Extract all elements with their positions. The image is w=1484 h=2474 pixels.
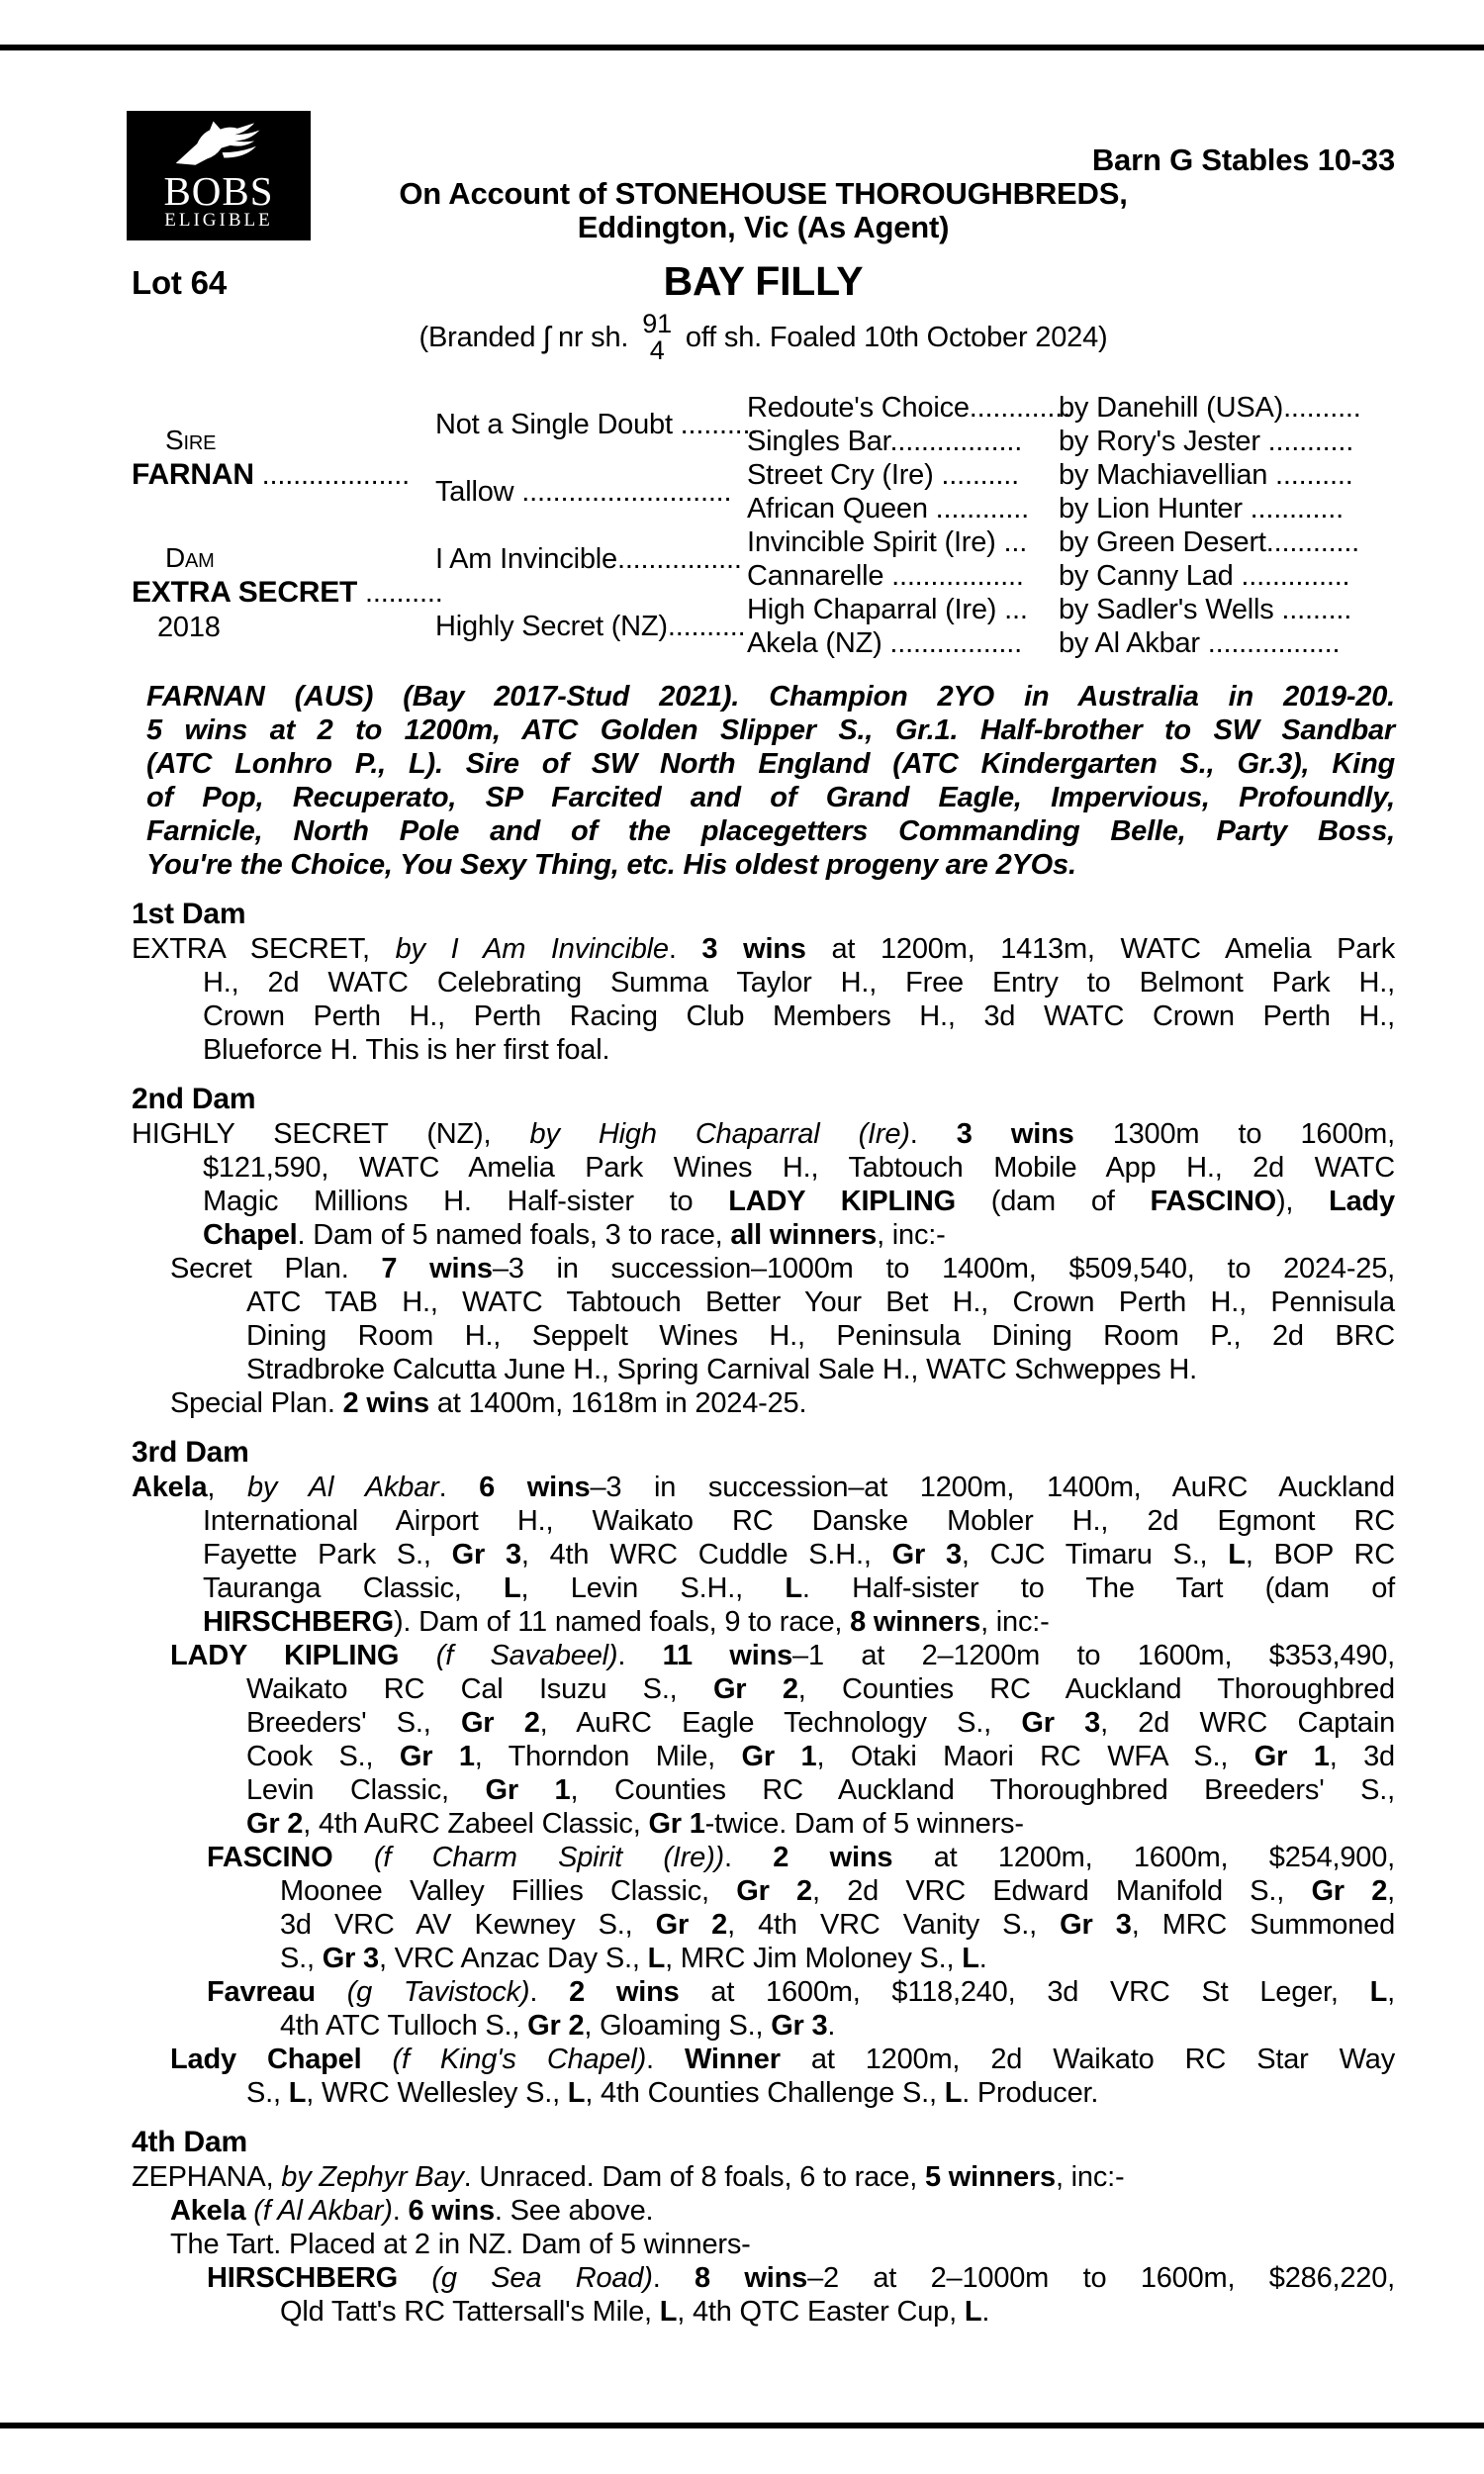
text-segment: Moonee Valley Fillies Classic,: [280, 1875, 737, 1907]
lot-number: Lot 64: [132, 264, 227, 301]
text-segment: L: [1369, 1976, 1388, 2008]
text-segment: Breeders' S.,: [246, 1707, 461, 1739]
brand-number-top: 91: [642, 309, 672, 338]
paragraph-line: [132, 1033, 1395, 1067]
ancestor-name: Redoute's Choice.............: [747, 392, 1070, 424]
text-segment: ZEPHANA,: [132, 2161, 282, 2193]
text-segment: [399, 1640, 435, 1671]
text-segment: ),: [1275, 1186, 1330, 1217]
text-segment: 8 wins: [695, 2262, 808, 2294]
text-segment: Gr 2: [527, 2010, 585, 2042]
text-segment: Gr 2: [1311, 1875, 1388, 1907]
text-segment: $121,590, WATC Amelia Park Wines H., Tabtouch Mobile App H., 2d WATC: [203, 1152, 1395, 1184]
text-segment: Tauranga Classic,: [203, 1572, 505, 1604]
ancestor-name: High Chaparral (Ire) ...: [747, 594, 1028, 625]
text-segment: Magic Millions H. Half-sister to: [203, 1186, 729, 1217]
text-segment: Akela: [170, 2195, 246, 2227]
text-segment: Gr 2: [712, 1673, 798, 1705]
paragraph-line: [132, 1773, 1395, 1807]
text-segment: , VRC Anzac Day S.,: [378, 1943, 648, 1974]
paragraph-line: [132, 966, 1395, 999]
text-segment: .: [392, 2195, 409, 2227]
text-segment: L: [944, 2077, 963, 2109]
paragraph-line: [132, 1218, 1395, 1252]
paragraph-line: [132, 1942, 1395, 1975]
parent-name: Highly Secret (NZ)..........: [435, 610, 746, 642]
text-segment: Dining Room H., Seppelt Wines H., Peninsula Dining Room P., 2d BRC: [246, 1320, 1395, 1352]
text-segment: . See above.: [494, 2195, 654, 2227]
branded-suffix: off sh. Foaled 10th October 2024): [685, 321, 1108, 353]
paragraph-line: [132, 1185, 1395, 1218]
text-segment: . Producer.: [962, 2077, 1099, 2109]
text-segment: by Al Akbar: [246, 1472, 439, 1503]
text-segment: Gr 3: [891, 1539, 962, 1570]
text-segment: , Otaki Maori RC WFA S.,: [816, 1741, 1254, 1772]
text-segment: .: [827, 2010, 836, 2042]
ancestor-name: Akela (NZ) .................: [747, 627, 1022, 659]
text-segment: -twice. Dam of 5 winners-: [704, 1808, 1024, 1840]
text-segment: , 3d: [1329, 1741, 1395, 1772]
sire-summary-line: 5 wins at 2 to 1200m, ATC Golden Slipper S., Gr.1. Half-brother to SW Sandbar: [146, 714, 1395, 746]
text-segment: , Counties RC Auckland Thoroughbred: [797, 1673, 1395, 1705]
ancestor-sire: by Lion Hunter ............: [1059, 493, 1344, 524]
ancestor-name: Cannarelle .................: [747, 560, 1024, 592]
text-segment: Gr 3: [322, 1943, 379, 1974]
ancestor-sire: by Rory's Jester ...........: [1059, 426, 1354, 457]
lot-title-row: [132, 256, 1395, 306]
text-segment: Levin Classic,: [246, 1774, 486, 1806]
ancestor-sire: by Canny Lad ..............: [1059, 560, 1350, 592]
text-segment: FASCINO: [207, 1842, 333, 1873]
paragraph-line: [132, 1117, 1395, 1151]
text-segment: L: [288, 2077, 307, 2109]
pedigree-paragraph: [132, 2228, 1395, 2261]
paragraph-line: [132, 1672, 1395, 1706]
text-segment: , WRC Wellesley S.,: [306, 2077, 568, 2109]
paragraph-line: [132, 2228, 1395, 2261]
text-segment: 1300m to 1600m,: [1073, 1118, 1395, 1150]
paragraph-line: [132, 1471, 1395, 1504]
vendor-location-line: Eddington, Vic (As Agent): [577, 210, 950, 244]
text-segment: Gr 1: [648, 1808, 705, 1840]
text-segment: ). Dam of 11 named foals, 9 to race,: [393, 1606, 851, 1638]
text-segment: (g Tavistock): [346, 1976, 530, 2008]
parent-name: Tallow ...........................: [435, 475, 732, 508]
dam-sections: [132, 898, 1395, 2329]
pedigree-paragraph: [132, 1386, 1395, 1420]
sire-summary-line: Farnicle, North Pole and of the placegetters Commanding Belle, Party Boss,: [146, 815, 1395, 847]
text-segment: L: [785, 1572, 802, 1604]
ancestor-sire: by Green Desert............: [1059, 526, 1360, 558]
logo-text-eligible: ELIGIBLE: [164, 210, 273, 231]
paragraph-line: [132, 2009, 1395, 2043]
text-segment: .: [438, 1472, 480, 1503]
section-heading: 4th Dam: [132, 2126, 247, 2158]
text-segment: –2 at 2–1000m to 1600m, $286,220,: [807, 2262, 1396, 2294]
text-segment: Favreau: [207, 1976, 316, 2008]
text-segment: , Gloaming S.,: [584, 2010, 772, 2042]
text-segment: , inc:-: [980, 1606, 1050, 1638]
paragraph-line: [132, 1807, 1395, 1841]
text-segment: 7 wins: [381, 1253, 493, 1285]
text-segment: Secret Plan.: [170, 1253, 382, 1285]
text-segment: 6 wins: [408, 2195, 495, 2227]
text-segment: Lady: [1329, 1186, 1395, 1217]
paragraph-line: [132, 2160, 1395, 2194]
brand-number: [628, 311, 686, 364]
text-segment: , inc:-: [877, 1219, 946, 1251]
text-segment: 6 wins: [479, 1472, 591, 1503]
ancestor-name: Street Cry (Ire) ..........: [747, 459, 1019, 491]
text-segment: Gr 2: [246, 1808, 304, 1840]
paragraph-line: [132, 1605, 1395, 1639]
paragraph-line: [132, 1151, 1395, 1185]
text-segment: .: [646, 2044, 685, 2075]
sire-summary-line: (ATC Lonhro P., L). Sire of SW North England (ATC Kindergarten S., Gr.3), King: [146, 748, 1395, 780]
pedigree-paragraph: [132, 1975, 1395, 2043]
text-segment: L: [964, 2296, 982, 2328]
text-segment: , BOP RC: [1245, 1539, 1396, 1570]
text-segment: Gr 3: [771, 2010, 828, 2042]
paragraph-line: [132, 2194, 1395, 2228]
brand-number-bottom: 4: [649, 335, 665, 365]
barn-location: Barn G Stables 10-33: [1091, 143, 1395, 177]
section-heading: 3rd Dam: [132, 1436, 249, 1469]
text-segment: 11 wins: [662, 1640, 793, 1671]
text-segment: by I Am Invincible: [395, 933, 669, 965]
text-segment: ATC TAB H., WATC Tabtouch Better Your Bet H., Crown Perth H., Pennisula: [246, 1286, 1395, 1318]
text-segment: . Half-sister to The Tart (dam of: [801, 1572, 1396, 1604]
paragraph-line: [132, 2295, 1395, 2329]
text-segment: (dam of: [955, 1186, 1151, 1217]
text-segment: at 1200m, 1413m, WATC Amelia Park: [805, 933, 1395, 965]
paragraph-line: [132, 2076, 1395, 2110]
text-segment: International Airport H., Waikato RC Danske Mobler H., 2d Egmont RC: [203, 1505, 1395, 1537]
text-segment: .: [909, 1118, 957, 1150]
text-segment: LADY KIPLING: [728, 1186, 956, 1217]
pedigree-paragraph: [132, 2194, 1395, 2228]
text-segment: (f King's Chapel): [392, 2044, 647, 2075]
text-segment: Chapel: [203, 1219, 298, 1251]
pedigree-paragraph: [132, 932, 1395, 1067]
text-segment: L: [567, 2077, 586, 2109]
pedigree-paragraph: [132, 1117, 1395, 1252]
text-segment: ,: [1387, 1976, 1395, 2008]
branded-prefix: (Branded: [418, 321, 536, 353]
text-segment: .: [617, 1640, 663, 1671]
text-segment: –1 at 2–1200m to 1600m, $353,490,: [792, 1640, 1396, 1671]
section-heading: 1st Dam: [132, 898, 246, 930]
dam-name: EXTRA SECRET ..........: [132, 576, 443, 609]
paragraph-line: [132, 1639, 1395, 1672]
text-segment: at 1200m, 1600m, $254,900,: [892, 1842, 1396, 1873]
text-segment: , 4th Counties Challenge S.,: [585, 2077, 945, 2109]
text-segment: , 4th AuRC Zabeel Classic,: [303, 1808, 649, 1840]
text-segment: (g Sea Road): [431, 2262, 653, 2294]
vendor-account-line: On Account of STONEHOUSE THOROUGHBREDS,: [399, 176, 1128, 211]
text-segment: L: [962, 1943, 979, 1974]
paragraph-line: [132, 932, 1395, 966]
sire-dots: ...................: [253, 459, 410, 491]
sire-summary-line: You're the Choice, You Sexy Thing, etc. His oldest progeny are 2YOs.: [146, 849, 1076, 881]
text-segment: . Dam of 5 named foals, 3 to race,: [297, 1219, 731, 1251]
sire-summary-line: of Pop, Recuperato, SP Farcited and of Grand Eagle, Impervious, Profoundly,: [146, 782, 1395, 813]
paragraph-line: [132, 1975, 1395, 2009]
text-segment: .: [724, 1842, 774, 1873]
text-segment: , 4th VRC Vanity S.,: [727, 1909, 1061, 1941]
text-segment: , 4th QTC Easter Cup,: [677, 2296, 965, 2328]
sire-summary-line: FARNAN (AUS) (Bay 2017-Stud 2021). Champion 2YO in Australia in 2019-20.: [146, 681, 1395, 713]
ancestor-sire: by Machiavellian ..........: [1059, 459, 1353, 491]
text-segment: FASCINO: [1150, 1186, 1276, 1217]
text-segment: , inc:-: [1055, 2161, 1125, 2193]
text-segment: .: [981, 2296, 990, 2328]
page-header: [132, 45, 1395, 244]
pedigree-paragraph: [132, 1471, 1395, 1639]
text-segment: at 1200m, 2d Waikato RC Star Way: [780, 2044, 1395, 2075]
pedigree-paragraph: [132, 1639, 1395, 1841]
paragraph-line: [132, 999, 1395, 1033]
paragraph-line: [132, 1504, 1395, 1538]
text-segment: 2 wins: [569, 1976, 680, 2008]
paragraph-line: [132, 1874, 1395, 1908]
text-segment: Gr 2: [655, 1909, 728, 1941]
text-segment: HIGHLY SECRET (NZ),: [132, 1118, 530, 1150]
text-segment: HIRSCHBERG: [207, 2262, 398, 2294]
pedigree-table: [132, 391, 1395, 660]
dam-block: [132, 525, 443, 660]
text-segment: 5 winners: [924, 2161, 1056, 2193]
bottom-rule: [0, 2423, 1484, 2428]
parent-name: Not a Single Doubt ..........: [435, 408, 759, 440]
text-segment: Waikato RC Cal Isuzu S.,: [246, 1673, 713, 1705]
pedigree-paragraph: [132, 2261, 1395, 2329]
dam-label: Dam: [165, 542, 215, 573]
paragraph-line: [132, 1386, 1395, 1420]
text-segment: L: [647, 1943, 666, 1974]
text-segment: HIRSCHBERG: [203, 1606, 394, 1638]
text-segment: L: [1228, 1539, 1246, 1570]
paragraph-line: [132, 1908, 1395, 1942]
page-title: BAY FILLY: [663, 258, 864, 304]
text-segment: [333, 1842, 374, 1873]
ancestor-sire: by Danehill (USA)..........: [1059, 392, 1361, 424]
section-heading: 2nd Dam: [132, 1083, 256, 1115]
text-segment: (f Savabeel): [435, 1640, 618, 1671]
text-segment: Blueforce H. This is her first foal.: [203, 1034, 610, 1066]
paragraph-line: [132, 1841, 1395, 1874]
text-segment: , Thorndon Mile,: [474, 1741, 742, 1772]
text-segment: Fayette Park S.,: [203, 1539, 452, 1570]
text-segment: –3 in succession–1000m to 1400m, $509,540, to 2024-25,: [492, 1253, 1396, 1285]
text-segment: , 4th WRC Cuddle S.H.,: [520, 1539, 892, 1570]
text-segment: Gr 1: [1253, 1741, 1330, 1772]
paragraph-line: [132, 1740, 1395, 1773]
paragraph-line: [132, 2043, 1395, 2076]
pedigree-paragraph: [132, 1841, 1395, 1975]
text-segment: , Levin S.H.,: [520, 1572, 786, 1604]
ancestor-name: Singles Bar.................: [747, 426, 1023, 457]
text-segment: [361, 2044, 392, 2075]
bobs-eligible-logo: [127, 111, 311, 240]
text-segment: , 2d VRC Edward Manifold S.,: [812, 1875, 1312, 1907]
text-segment: [398, 2262, 431, 2294]
branded-nr-sh: nr sh.: [557, 321, 629, 353]
text-segment: 3 wins: [701, 933, 806, 965]
text-segment: [316, 1976, 347, 2008]
text-segment: 2 wins: [342, 1387, 429, 1419]
text-segment: LADY KIPLING: [170, 1640, 400, 1671]
text-segment: Gr 2: [460, 1707, 540, 1739]
dam-year: 2018: [157, 612, 221, 643]
paragraph-line: [132, 1706, 1395, 1740]
text-segment: Special Plan.: [170, 1387, 343, 1419]
text-segment: at 1400m, 1618m in 2024-25.: [428, 1387, 807, 1419]
text-segment: .: [668, 933, 702, 965]
text-segment: Cook S.,: [246, 1741, 400, 1772]
text-segment: by Zephyr Bay: [281, 2161, 464, 2193]
logo-text-bobs: BOBS: [163, 168, 274, 214]
text-segment: S.,: [280, 1943, 323, 1974]
sire-summary-paragraph: [146, 680, 1395, 882]
text-segment: Gr 1: [399, 1741, 475, 1772]
text-segment: 8 winners: [850, 1606, 981, 1638]
text-segment: .: [978, 1943, 987, 1974]
text-segment: ,: [1387, 1875, 1396, 1907]
text-segment: Gr 1: [741, 1741, 817, 1772]
paragraph-line: [132, 2261, 1395, 2295]
brand-mark-icon: ʃ: [543, 320, 550, 354]
text-segment: by High Chaparral (Ire): [529, 1118, 910, 1150]
text-segment: at 1600m, $118,240, 3d VRC St Leger,: [679, 1976, 1370, 2008]
paragraph-line: [132, 1538, 1395, 1571]
sire-block: [132, 391, 435, 525]
text-segment: 3d VRC AV Kewney S.,: [280, 1909, 656, 1941]
text-segment: Gr 3: [1060, 1909, 1132, 1941]
text-segment: Crown Perth H., Perth Racing Club Members H., 3d WATC Crown Perth H.,: [203, 1000, 1395, 1032]
text-segment: EXTRA SECRET,: [132, 933, 396, 965]
text-segment: L: [659, 2296, 678, 2328]
text-segment: L: [504, 1572, 521, 1604]
text-segment: 2 wins: [773, 1842, 893, 1873]
paragraph-line: [132, 1285, 1395, 1319]
pedigree-paragraph: [132, 2160, 1395, 2194]
paragraph-line: [132, 1252, 1395, 1285]
text-segment: –3 in succession–at 1200m, 1400m, AuRC Auckland: [590, 1472, 1395, 1503]
text-segment: all winners: [730, 1219, 878, 1251]
ancestor-sire: by Sadler's Wells .........: [1059, 594, 1352, 625]
text-segment: .: [529, 1976, 570, 2008]
text-segment: Gr 1: [485, 1774, 571, 1806]
text-segment: Qld Tatt's RC Tattersall's Mile,: [280, 2296, 660, 2328]
ancestor-sire: by Al Akbar .................: [1059, 627, 1341, 659]
text-segment: Gr 2: [736, 1875, 812, 1907]
paragraph-line: [132, 1353, 1395, 1386]
sire-name: FARNAN ...................: [132, 458, 410, 491]
text-segment: , CJC Timaru S.,: [961, 1539, 1229, 1570]
text-segment: , 2d WRC Captain: [1100, 1707, 1396, 1739]
parent-name: I Am Invincible................: [435, 542, 742, 575]
text-segment: , AuRC Eagle Technology S.,: [539, 1707, 1022, 1739]
text-segment: The Tart. Placed at 2 in NZ. Dam of 5 winners-: [170, 2229, 751, 2260]
text-segment: Stradbroke Calcutta June H., Spring Carnival Sale H., WATC Schweppes H.: [246, 1354, 1197, 1385]
text-segment: Akela: [132, 1472, 208, 1503]
catalogue-page: [132, 45, 1395, 2329]
text-segment: ,: [207, 1472, 247, 1503]
text-segment: , MRC Jim Moloney S.,: [665, 1943, 963, 1974]
sire-label: Sire: [165, 425, 217, 455]
text-segment: Lady Chapel: [170, 2044, 362, 2075]
text-segment: 4th ATC Tulloch S.,: [280, 2010, 528, 2042]
text-segment: H., 2d WATC Celebrating Summa Taylor H., Free Entry to Belmont Park H.,: [203, 967, 1395, 999]
dam-dots: ..........: [357, 577, 443, 609]
text-segment: . Unraced. Dam of 8 foals, 6 to race,: [463, 2161, 925, 2193]
text-segment: , MRC Summoned: [1131, 1909, 1395, 1941]
text-segment: Winner: [684, 2044, 781, 2075]
paragraph-line: [132, 1571, 1395, 1605]
text-segment: (f Charm Spirit (Ire)): [373, 1842, 724, 1873]
text-segment: (f Al Akbar): [253, 2195, 393, 2227]
text-segment: .: [652, 2262, 696, 2294]
ancestor-name: African Queen ............: [747, 493, 1029, 524]
text-segment: , Counties RC Auckland Thoroughbred Breeders' S.,: [570, 1774, 1396, 1806]
ancestor-name: Invincible Spirit (Ire) ...: [747, 526, 1028, 558]
paragraph-line: [132, 1319, 1395, 1353]
text-segment: Gr 3: [451, 1539, 521, 1570]
text-segment: Gr 3: [1021, 1707, 1101, 1739]
text-segment: 3 wins: [956, 1118, 1074, 1150]
pedigree-paragraph: [132, 2043, 1395, 2110]
horse-head-icon: [156, 117, 281, 172]
branded-line: [132, 306, 1395, 369]
text-segment: S.,: [246, 2077, 289, 2109]
pedigree-paragraph: [132, 1252, 1395, 1386]
